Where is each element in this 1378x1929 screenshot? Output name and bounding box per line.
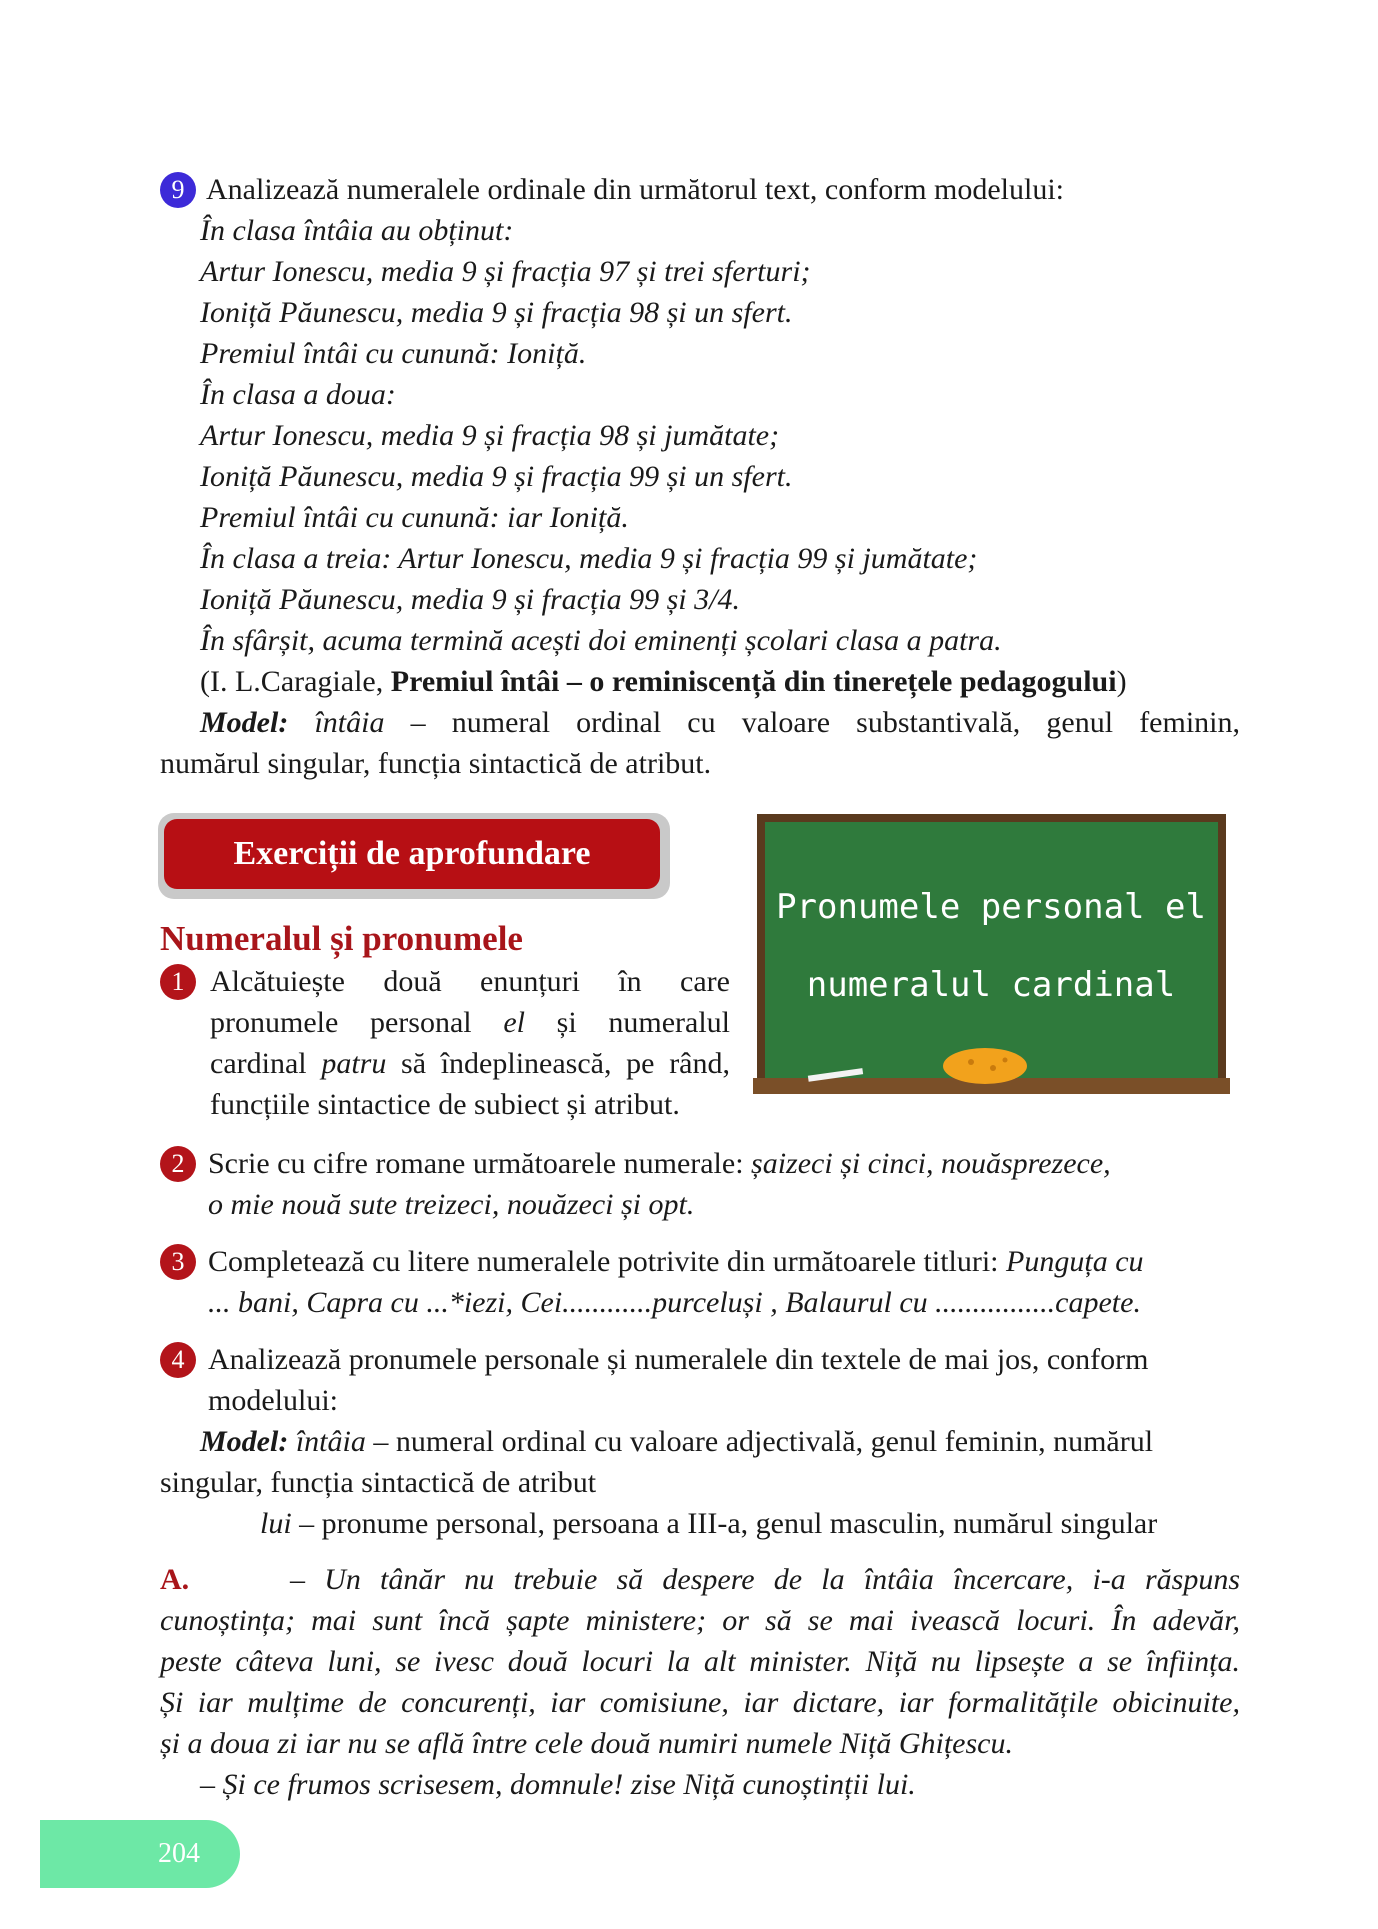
chalkboard-line-1: Pronumele personal el: [776, 887, 1206, 927]
text: și numeralul: [524, 1006, 730, 1039]
exercise-3-line2: ... bani, Capra cu ...*iezi, Cei............purceluși , Balaurul cu ................capete.: [208, 1286, 1141, 1319]
source-prefix: (I. L.Caragiale,: [200, 665, 391, 698]
exercise-1-line2: [210, 1003, 730, 1043]
text-a-line: cunoștința; mai sunt încă șapte ministere; or să se mai ivească locuri. În adevăr,: [160, 1604, 1240, 1637]
exercise-1-line3: [210, 1044, 730, 1084]
exercise-4-lui: [260, 1504, 1157, 1544]
exercise-2-number: 2: [160, 1146, 196, 1182]
text-italic: el: [503, 1006, 525, 1039]
quote-line: În sfârșit, acuma termină acești doi eminenți școlari clasa a patra.: [200, 624, 1002, 657]
text-italic: patru: [321, 1047, 387, 1080]
text-a-line: Și iar mulțime de concurenți, iar comisiune, iar dictare, iar formalitățile obicinuite,: [160, 1686, 1240, 1719]
source-suffix: ): [1116, 665, 1127, 698]
text-italic: șaizeci și cinci, nouăsprezece,: [751, 1147, 1111, 1180]
exercise-9-number: 9: [160, 172, 196, 208]
exercise-4-model-line2: singular, funcția sintactică de atribut: [160, 1466, 597, 1499]
quote-line: Ioniță Păunescu, media 9 și fracția 98 și un sfert.: [200, 296, 793, 329]
exercise-3-number: 3: [160, 1244, 196, 1280]
quote-line: Premiul întâi cu cunună: iar Ioniță.: [200, 501, 629, 534]
quote-source: [200, 662, 1127, 702]
quote-line: Premiul întâi cu cunună: Ioniță.: [200, 337, 587, 370]
lui-word: lui: [260, 1507, 292, 1540]
chalkboard-surface: [765, 822, 1218, 1078]
sponge: [943, 1048, 1027, 1084]
quote-line: În clasa întâia au obținut:: [200, 214, 514, 247]
page-number: 204: [158, 1838, 200, 1869]
exercise-9-model-line2: numărul singular, funcția sintactică de atribut.: [160, 747, 712, 780]
page-number-badge: [40, 1820, 240, 1888]
exercise-4-line1: Analizează pronumele personale și numeralele din textele de mai jos, conform: [208, 1343, 1149, 1376]
text-a-line: – Un tânăr nu trebuie să despere de la întâia încercare, i-a răspuns: [290, 1563, 1240, 1596]
quote-line: În clasa a doua:: [200, 378, 396, 411]
quote-line: Artur Ionescu, media 9 și fracția 98 și jumătate;: [200, 419, 780, 452]
chalkboard-illustration: [753, 810, 1230, 1100]
section-banner-title: Exerciții de aprofundare: [164, 819, 660, 889]
quote-line: Ioniță Păunescu, media 9 și fracția 99 și 3/4.: [200, 583, 740, 616]
model-word: întâia: [295, 1425, 366, 1458]
text-a-line: peste câteva luni, se ivesc două locuri la alt minister. Niță nu lipsește a se înființa.: [160, 1645, 1240, 1678]
exercise-1-line4: funcțiile sintactice de subiect și atribut.: [210, 1088, 680, 1121]
text: Scrie cu cifre romane următoarele numerale:: [208, 1147, 752, 1180]
section-heading: Numeralul și pronumele: [160, 919, 523, 958]
text-a-line: – Și ce frumos scrisesem, domnule! zise Niță cunoștinții lui.: [200, 1768, 916, 1801]
text: Completează cu litere numeralele potrivite din următoarele titluri:: [208, 1245, 1007, 1278]
text-italic: Punguța cu: [1006, 1245, 1144, 1278]
exercise-4-number: 4: [160, 1342, 196, 1378]
text: pronumele personal: [210, 1006, 504, 1039]
exercise-9-model: [200, 703, 1240, 743]
exercise-4-line2: modelului:: [208, 1384, 338, 1417]
exercise-4-model: [200, 1422, 1153, 1462]
model-label: Model:: [200, 706, 289, 739]
exercise-2-line1: [208, 1144, 1111, 1184]
section-banner: [158, 813, 670, 899]
exercise-1-line1: Alcătuiește două enunțuri în care: [210, 965, 730, 998]
exercise-3-line1: [208, 1242, 1144, 1282]
model-word: întâia: [314, 706, 385, 739]
lui-rest: – pronume personal, persoana a III-a, genul masculin, numărul singular: [291, 1507, 1158, 1540]
source-title: Premiul întâi – o reminiscență din tinerețele pedagogului: [390, 665, 1117, 698]
text-a-line: și a doua zi iar nu se află între cele două numiri numele Niță Ghițescu.: [160, 1727, 1013, 1760]
text: cardinal: [210, 1047, 322, 1080]
exercise-1-number: 1: [160, 964, 196, 1000]
model-label: Model:: [200, 1425, 289, 1458]
quote-line: Ioniță Păunescu, media 9 și fracția 99 și un sfert.: [200, 460, 793, 493]
text: să îndeplinească, pe rând,: [386, 1047, 730, 1080]
text-a-label: A.: [160, 1563, 190, 1596]
chalkboard-line-2: numeralul cardinal: [806, 965, 1176, 1005]
model-rest: – numeral ordinal cu valoare adjectivală, genul feminin, numărul: [365, 1425, 1154, 1458]
model-rest: – numeral ordinal cu valoare substantivală, genul feminin,: [384, 706, 1241, 739]
quote-line: Artur Ionescu, media 9 și fracția 97 și trei sferturi;: [200, 255, 811, 288]
exercise-9-instruction: Analizează numeralele ordinale din următorul text, conform modelului:: [206, 173, 1065, 206]
exercise-2-line2: o mie nouă sute treizeci, nouăzeci și opt.: [208, 1188, 695, 1221]
quote-line: În clasa a treia: Artur Ionescu, media 9 și fracția 99 și jumătate;: [200, 542, 978, 575]
